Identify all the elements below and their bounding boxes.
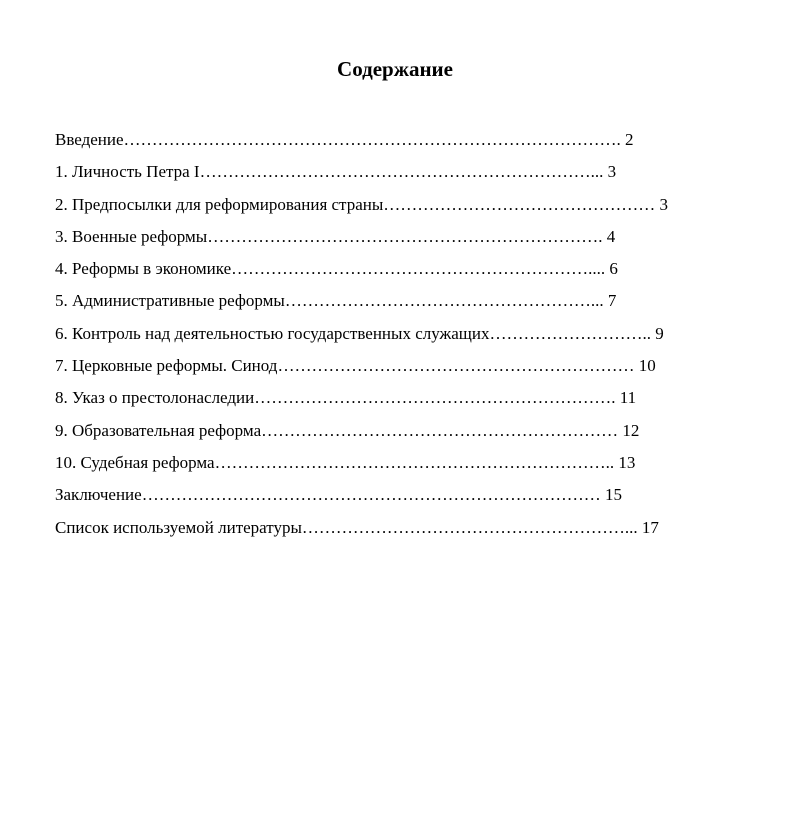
toc-entry-3 [55, 224, 745, 256]
toc-entry-text: Список используемой литературы…………………………………………………... 17 [55, 517, 659, 537]
toc-entry-5 [55, 288, 745, 320]
toc-entry-8 [55, 385, 745, 417]
toc-entry-conclusion [55, 482, 745, 514]
toc-entry-7 [55, 353, 745, 385]
toc-entry-text: 8. Указ о престолонаследии………………………………………………………. 11 [55, 388, 637, 408]
toc-entry-10 [55, 450, 745, 482]
toc-entry-1 [55, 159, 745, 191]
toc-entry-text: 9. Образовательная реформа……………………………………………………… 12 [55, 420, 640, 440]
toc-entry-introduction [55, 127, 745, 159]
table-of-contents [55, 127, 745, 547]
toc-entry-text: Заключение……………………………………………………………………… 15 [55, 485, 622, 505]
toc-entry-text: 5. Административные реформы………………………………………………... 7 [55, 291, 617, 311]
toc-entry-text: 10. Судебная реформа…………………………………………………………….. 13 [55, 452, 636, 472]
toc-entry-bibliography [55, 515, 745, 547]
toc-entry-text: 7. Церковные реформы. Синод……………………………………………………… 10 [55, 356, 656, 376]
toc-entry-text: 2. Предпосылки для реформирования страны………………………………………… 3 [55, 194, 669, 214]
toc-entry-text: 6. Контроль над деятельностью государственных служащих……………………….. 9 [55, 323, 664, 343]
toc-entry-text: Введение……………………………………………………………………………. 2 [55, 130, 634, 149]
page-title: Содержание [337, 57, 453, 81]
toc-entry-text: 3. Военные реформы……………………………………………………………. 4 [55, 226, 616, 246]
toc-entry-9 [55, 418, 745, 450]
toc-entry-6 [55, 321, 745, 353]
toc-entry-text: 4. Реформы в экономике……………………………………………………….... 6 [55, 259, 618, 279]
toc-entry-text: 1. Личность Петра I……………………………………………………………... 3 [55, 162, 617, 182]
toc-entry-2 [55, 192, 745, 224]
toc-entry-4 [55, 256, 745, 288]
